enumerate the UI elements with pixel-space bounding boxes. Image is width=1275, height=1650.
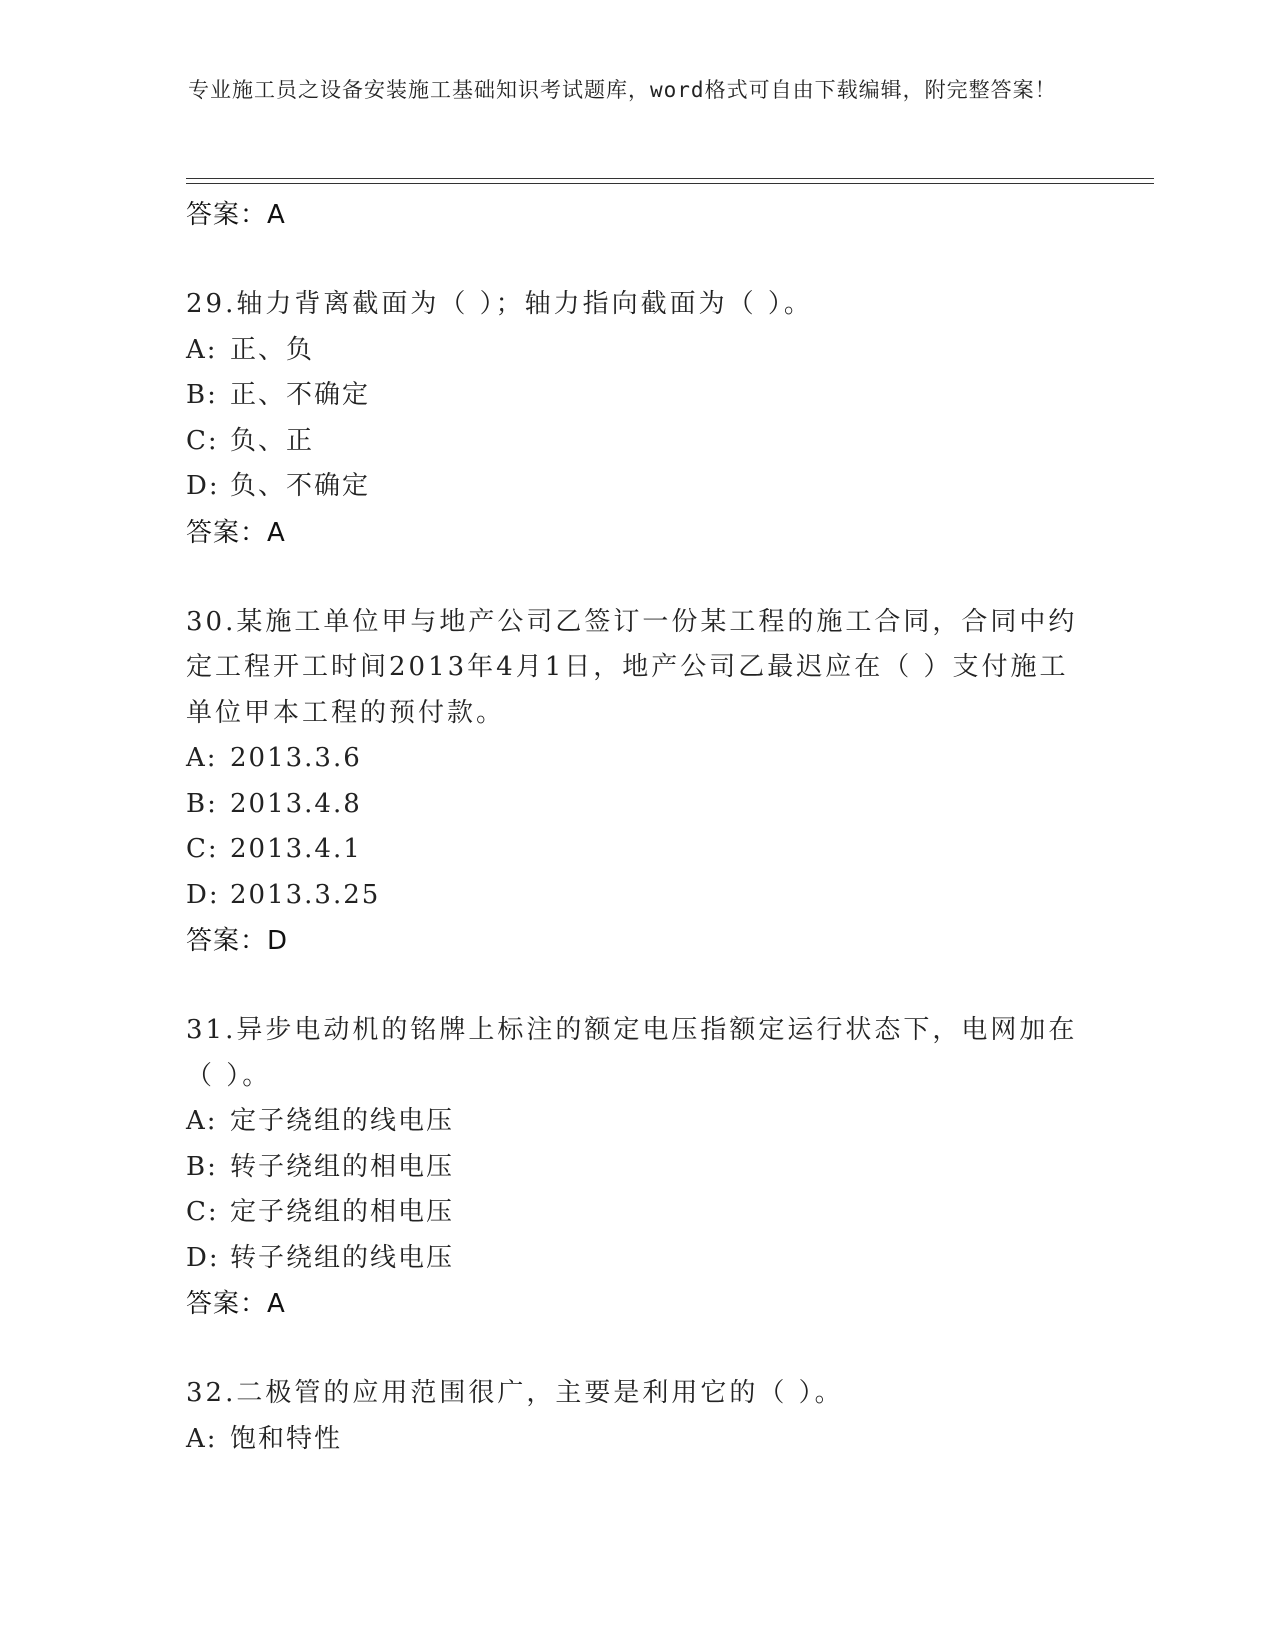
question-30 [186,600,1086,965]
question-list [186,192,1086,1462]
option-a [186,736,1086,782]
answer-28: 答案：A [186,200,286,230]
option-text: 转子绕组的线电压 [230,1242,455,1273]
option-text: 定子绕组的相电压 [230,1197,455,1227]
option-a [186,328,1086,374]
option-text: 正、负 [230,334,315,365]
document-header: 专业施工员之设备安装施工基础知识考试题库，word格式可自由下载编辑，附完整答案！ [188,78,1057,102]
option-d [186,464,1086,510]
option-b [186,1145,1086,1191]
header-divider-second [186,183,1154,184]
option-letter: D: [186,1242,220,1273]
question-29 [186,282,1086,556]
option-a [186,1099,1086,1145]
option-letter: D: [186,471,220,501]
option-text: 负、正 [230,425,315,456]
option-c [186,419,1086,465]
answer-29: 答案：A [186,517,286,548]
option-letter: A: [186,334,218,365]
option-b [186,373,1086,419]
question-text: 30.某施工单位甲与地产公司乙签订一份某工程的施工合同，合同中约定工程开工时间2013年4月1日，地产公司乙最迟应在（ ）支付施工单位甲本工程的预付款。 [186,606,1078,728]
option-d [186,873,1086,919]
option-d [186,1236,1086,1282]
option-letter: C: [186,1197,219,1227]
question-text: 31.异步电动机的铭牌上标注的额定电压指额定运行状态下，电网加在（ ）。 [186,1015,1078,1091]
option-a [186,1417,1086,1463]
question-31 [186,1008,1086,1327]
option-text: 2013.4.8 [230,788,362,819]
option-text: 正、不确定 [230,380,371,410]
option-letter: A: [186,743,218,773]
option-text: 负、不确定 [230,471,371,501]
option-c [186,827,1086,873]
option-letter: B: [186,380,218,410]
option-letter: D: [186,879,220,910]
option-letter: C: [186,425,219,456]
option-c [186,1190,1086,1236]
option-letter: C: [186,834,219,864]
answer-30: 答案：D [186,926,289,956]
option-letter: A: [186,1106,218,1136]
option-letter: B: [186,1151,218,1182]
question-32 [186,1371,1086,1462]
option-text: 饱和特性 [230,1423,343,1454]
option-text: 2013.3.6 [230,743,362,773]
answer-31: 答案：A [186,1289,286,1319]
option-text: 定子绕组的线电压 [230,1106,455,1136]
option-letter: A: [186,1423,218,1454]
option-b [186,782,1086,828]
option-text: 2013.3.25 [230,879,381,910]
option-letter: B: [186,788,218,819]
option-text: 2013.4.1 [230,834,362,864]
question-text: 29.轴力背离截面为（ ）；轴力指向截面为（ ）。 [186,289,813,319]
option-text: 转子绕组的相电压 [230,1151,455,1182]
header-divider [186,178,1154,179]
question-text: 32.二极管的应用范围很广，主要是利用它的（ ）。 [186,1378,844,1408]
